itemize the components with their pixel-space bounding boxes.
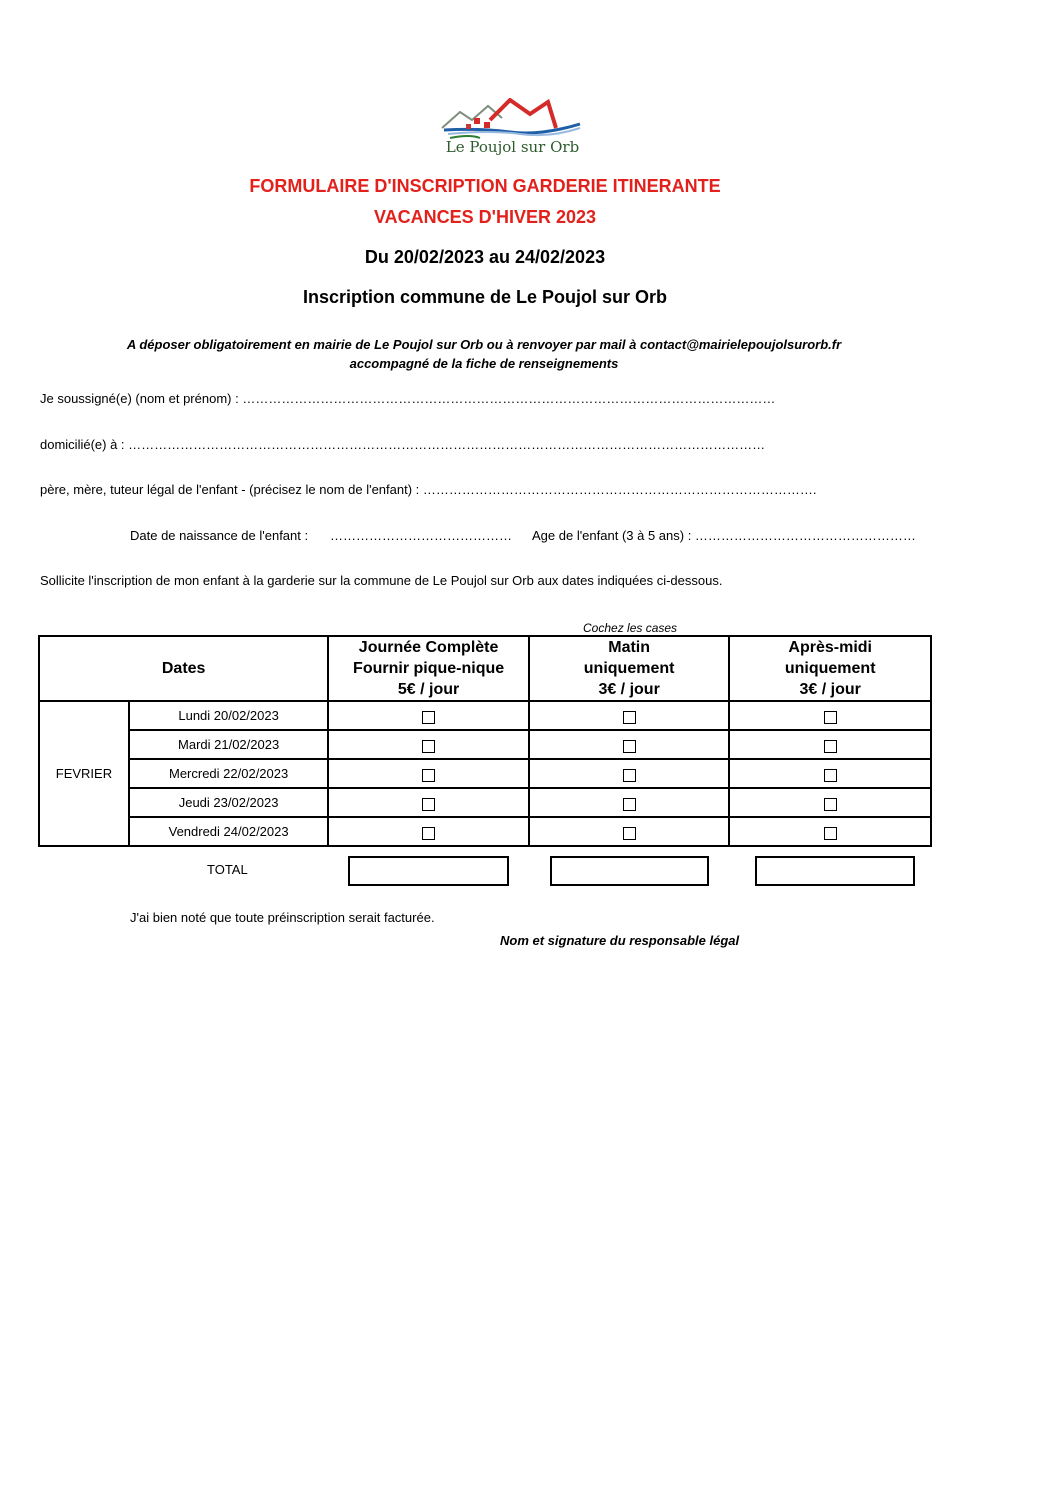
field-parent[interactable] [40, 482, 817, 497]
header-afternoon-l1: Après-midi [788, 639, 872, 656]
header-full-day-price: 5€ / jour [397, 681, 460, 698]
field-age-dots[interactable]: …………………………………………… [694, 528, 916, 543]
day-cell: Lundi 20/02/2023 [129, 701, 328, 730]
checkbox-morning[interactable] [623, 798, 636, 811]
period: Du 20/02/2023 au 24/02/2023 [364, 247, 606, 267]
table-row [39, 817, 931, 846]
header-morning [529, 636, 730, 701]
header-morning-l1: Matin [608, 639, 651, 656]
form-subtitle: VACANCES D'HIVER 2023 [373, 207, 596, 227]
day-cell: Vendredi 24/02/2023 [129, 817, 328, 846]
header-dates: Dates [39, 636, 328, 701]
cochez-note: Cochez les cases [583, 621, 678, 635]
day-cell: Jeudi 23/02/2023 [129, 788, 328, 817]
instructions-line1: A déposer obligatoirement en mairie de Le Poujol sur Orb ou à renvoyer par mail à contact@mairielepoujolsurorb.fr [126, 337, 842, 352]
logo-text: Le Poujol sur Orb [445, 138, 580, 156]
field-age-label: Age de l'enfant (3 à 5 ans) : [532, 528, 695, 543]
field-soussigne[interactable] [40, 391, 775, 406]
municipality-logo [440, 98, 585, 160]
header-full-day [328, 636, 529, 701]
checkbox-afternoon[interactable] [824, 798, 837, 811]
checkbox-morning[interactable] [623, 711, 636, 724]
header-full-day-l2: Fournir pique-nique [353, 660, 505, 677]
checkbox-full-day[interactable] [422, 798, 435, 811]
table-row [39, 730, 931, 759]
signature-label: Nom et signature du responsable légal [500, 933, 740, 948]
field-soussigne-dots[interactable]: …………………………………………………………………………………………………………… [242, 391, 776, 406]
table-row [39, 701, 931, 730]
header-afternoon [729, 636, 931, 701]
field-age[interactable] [532, 528, 916, 543]
table-header-row [39, 636, 931, 701]
header-morning-l2: uniquement [583, 660, 675, 677]
checkbox-afternoon[interactable] [824, 769, 837, 782]
day-cell: Mardi 21/02/2023 [129, 730, 328, 759]
field-domicilie-label: domicilié(e) à : [40, 437, 129, 452]
total-label: TOTAL [207, 862, 248, 877]
schedule-table [38, 635, 932, 847]
table-row [39, 759, 931, 788]
total-morning-box[interactable] [550, 856, 709, 886]
field-parent-label: père, mère, tuteur légal de l'enfant - (précisez le nom de l'enfant) : [40, 482, 423, 497]
header-morning-price: 3€ / jour [598, 681, 660, 698]
checkbox-afternoon[interactable] [824, 827, 837, 840]
month-cell: FEVRIER [39, 701, 129, 846]
subtitle: Inscription commune de Le Poujol sur Orb [302, 287, 668, 307]
field-domicilie-dots[interactable]: ………………………………………………………………………………………………………………………………… [128, 437, 766, 452]
field-soussigne-label: Je soussigné(e) (nom et prénom) : [40, 391, 243, 406]
invoice-note: J'ai bien noté que toute préinscription serait facturée. [130, 910, 435, 925]
checkbox-afternoon[interactable] [824, 740, 837, 753]
day-cell: Mercredi 22/02/2023 [129, 759, 328, 788]
header-afternoon-l2: uniquement [784, 660, 876, 677]
field-domicilie[interactable] [40, 437, 765, 452]
checkbox-afternoon[interactable] [824, 711, 837, 724]
checkbox-full-day[interactable] [422, 711, 435, 724]
checkbox-morning[interactable] [623, 827, 636, 840]
total-full-day-box[interactable] [348, 856, 509, 886]
instructions-line2: accompagné de la fiche de renseignements [349, 356, 619, 371]
field-parent-dots[interactable]: ………………………………………………………………………………. [422, 482, 817, 497]
header-afternoon-price: 3€ / jour [799, 681, 861, 698]
checkbox-morning[interactable] [623, 769, 636, 782]
form-title: FORMULAIRE D'INSCRIPTION GARDERIE ITINERANTE [249, 176, 721, 196]
checkbox-full-day[interactable] [422, 740, 435, 753]
checkbox-full-day[interactable] [422, 827, 435, 840]
field-birth-dots[interactable]: …………………………………… [330, 528, 512, 543]
total-afternoon-box[interactable] [755, 856, 915, 886]
table-row [39, 788, 931, 817]
field-birth-label: Date de naissance de l'enfant : [130, 528, 309, 543]
checkbox-morning[interactable] [623, 740, 636, 753]
sollicite-text: Sollicite l'inscription de mon enfant à la garderie sur la commune de Le Poujol sur Orb aux dates indiquées ci-dessous. [40, 573, 723, 588]
checkbox-full-day[interactable] [422, 769, 435, 782]
header-full-day-l1: Journée Complète [358, 639, 499, 656]
